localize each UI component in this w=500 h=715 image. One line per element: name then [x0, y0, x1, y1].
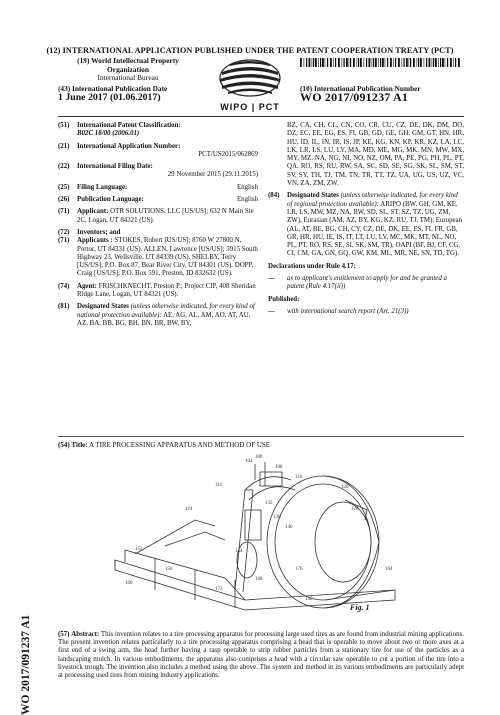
field-81: (81) Designated States (unless otherwise indicated, for every kind of national protection available): AE, AG, AL, AM, AO, AT, AU, AZ, BA, BB, BG, BH, BN, BR, BW, BY, — [58, 303, 255, 327]
header-divider — [58, 116, 464, 117]
svg-text:104: 104 — [245, 459, 253, 464]
pub-date: 1 June 2017 (01.06.2017) — [58, 92, 161, 103]
left-column — [58, 122, 258, 332]
field-22: (22) International Filing Date: 29 November 2015 (29.11.2015) — [58, 163, 258, 179]
declarations-item: — as to applicant's entitlement to apply for and be granted a patent (Rule 4.17(ii)) — [268, 275, 447, 291]
svg-text:100: 100 — [255, 455, 263, 460]
svg-text:140: 140 — [285, 525, 293, 530]
wipo-pct-logo-text: WIPO | PCT — [220, 102, 280, 112]
svg-text:160: 160 — [125, 581, 133, 586]
declarations-label: Declarations under Rule 4.17: — [268, 262, 356, 270]
field-71: (71) Applicant: OTR SOLUTIONS, LLC [US/US]; 632 N Main Ste 2C, Logan, UT 84321 (US). — [58, 208, 254, 224]
svg-text:156: 156 — [165, 567, 173, 572]
document-header-title: (12) INTERNATIONAL APPLICATION PUBLISHED UNDER THE PATENT COOPERATION TREATY (PCT) — [46, 46, 454, 55]
svg-text:172: 172 — [215, 587, 223, 592]
section-divider — [58, 436, 464, 437]
publication-number-block — [300, 84, 470, 102]
svg-text:120: 120 — [341, 485, 349, 490]
figure-caption: Fig. 1 — [350, 603, 370, 612]
field-26: (26) Publication Language: English — [58, 196, 258, 204]
svg-text:136: 136 — [273, 515, 281, 520]
field-72: (72) Inventors; and — [58, 228, 121, 236]
field-51: (51) International Patent Classification: B02C 18/00 (2006.01) — [58, 122, 181, 138]
field-25: (25) Filing Language: English — [58, 183, 258, 191]
field-81-continued: BZ, CA, CH, CL, CN, CO, CR, CU, CZ, DE, DK, DM, DO, DZ, EC, EE, EG, ES, FI, GB, GD, GE, GH, GM, GT, HN, HR, HU, ID, IL, IN, IR, IS, JP, KE, KG, KN, KP, KR, KZ, LA, LC, LK, LR, LS, LU, LY, MA, MD, ME, MG, MK, MN, MW, MX, MY, MZ, NA, NG, NI, NO, NZ, OM, PA, PE, PG, PH, PL, PT, QA, RO, RS, RU, RW, SA, SC, SD, SE, SG, SK, SL, SM, ST, SV, SY, TH, TJ, TM, TN, TR, TT, TZ, UA, UG, US, UZ, VC, VN, ZA, ZM, ZW. — [287, 122, 464, 188]
org-code: (19) World Intellectual Property — [77, 56, 179, 65]
svg-text:144: 144 — [235, 549, 243, 554]
field-74: (74) Agent: FRISCHKNECHT, Preston P.; Project CIP, 408 Sheridan Ridge Lane, Logan, UT 84321 (US). — [58, 282, 256, 299]
publication-date-block — [58, 84, 218, 102]
pub-date-label: (43) International Publication Date — [58, 84, 168, 93]
right-column — [268, 122, 464, 320]
field-21: (21) International Application Number: PCT/US2015/062869 — [58, 142, 258, 158]
org-bureau: International Bureau — [97, 73, 159, 82]
svg-text:128: 128 — [351, 507, 359, 512]
published-label: Published: — [268, 295, 300, 303]
title-54: (54) Title: A TIRE PROCESSING APPARATUS AND METHOD OF USE — [58, 441, 271, 449]
svg-text:152: 152 — [135, 547, 143, 552]
tire-apparatus-figure — [95, 450, 425, 620]
svg-text:112: 112 — [215, 483, 223, 488]
org-name: Organization — [107, 64, 149, 74]
svg-text:132: 132 — [265, 501, 273, 506]
pub-number-label: (10) International Publication Number — [300, 84, 421, 93]
svg-text:148: 148 — [305, 597, 313, 602]
barcode-icon — [300, 58, 462, 67]
svg-text:124: 124 — [185, 507, 193, 512]
field-71-applicants: (71) Applicants : STOKES, Robert [US/US]; 8760 W 27800 N, Portor, UT 84331 (US). ALLEN, Lawrence [US/US]; 3915 South Highway 23, Wellsville, UT 84339 (US). SHELBY, Terry [US/US]; P.O. Box 87, Bear River City, UT 84301 (US). DOPP, Craig [US/US]; P.O. Box 591, Preston, ID 832632 (US). — [58, 237, 258, 278]
organization-block — [58, 57, 198, 83]
svg-text:116: 116 — [295, 475, 303, 480]
pub-number: WO 2017/091237 A1 — [300, 90, 409, 104]
side-publication-number: WO 2017/091237 A1 — [20, 614, 32, 715]
svg-text:168: 168 — [255, 577, 263, 582]
wipo-logo-icon — [216, 58, 284, 98]
abstract-block: (57) Abstract: This invention relates to a tire processing apparatus for processing large used tires as are found from industrial mining applications. The present invention relates particularly to a tire processing apparatus comprising a head that is operable to move about two or more axes at a first end of a swing arm, the head further having a rasp operable to strip rubber particles from a stationary tire for use of the particles as a landscaping mulch. In various embodiments, the apparatus also comprises a head with a circular saw operable to cut a portion of the tire into a livestock trough. The invention also includes a method using the above. The system and method in its various embodiments are particularly adept at processing used tires from mining industry applications. — [58, 631, 464, 680]
svg-text:176: 176 — [295, 567, 303, 572]
published-item: — with international search report (Art. 21(3)) — [268, 307, 409, 315]
svg-text:164: 164 — [385, 567, 393, 572]
field-84: (84) Designated States (unless otherwise indicated, for every kind of regional protection available): ARIPO (BW, GH, GM, KE, LR, LS, MW, MZ, NA, RW, SD, SL, ST, SZ, TZ, UG, ZM, ZW), Eurasian (AM, AZ, BY, KG, KZ, RU, TJ, TM), European (AL, AT, BE, BG, CH, CY, CZ, DE, DK, EE, ES, FI, FR, GB, GR, HR, HU, IE, IS, IT, LT, LU, LV, MC, MK, MT, NL, NO, PL, PT, RO, RS, SE, SI, SK, SM, TR), OAPI (BF, BJ, CF, CG, CI, CM, GA, GN, GQ, GW, KM, ML, MR, NE, SN, TD, TG). — [268, 192, 463, 258]
svg-text:108: 108 — [275, 465, 283, 470]
